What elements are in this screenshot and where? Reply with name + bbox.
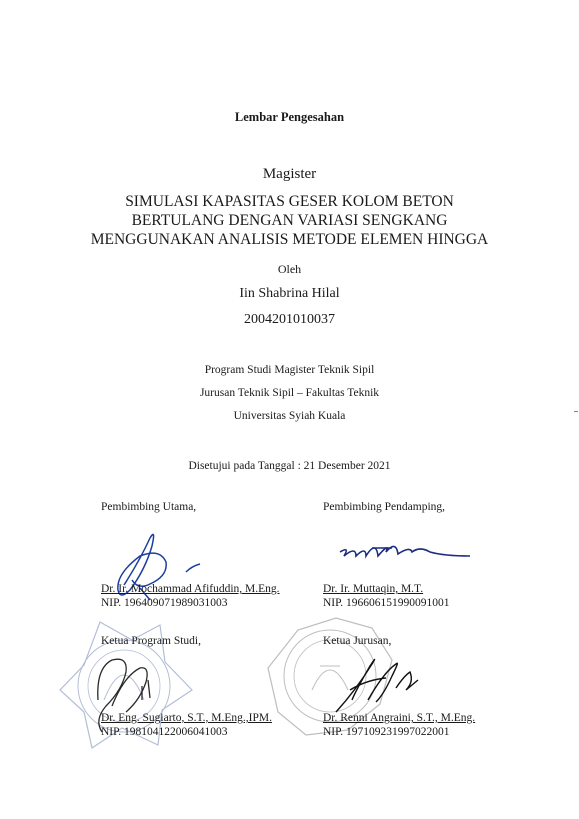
title-line-1: SIMULASI KAPASITAS GESER KOLOM BETON: [125, 193, 454, 210]
department-head-role: Ketua Jurusan,: [323, 635, 392, 647]
margin-mark: [574, 411, 578, 412]
department-head-nip: NIP. 197109231997022001: [323, 726, 450, 738]
degree-label: Magister: [262, 166, 317, 182]
co-advisor-nip: NIP. 196606151990091001: [323, 597, 450, 609]
approval-date: Disetujui pada Tanggal : 21 Desember 2021: [188, 460, 391, 472]
co-advisor-role: Pembimbing Pendamping,: [323, 501, 446, 513]
program-line-1: Program Studi Magister Teknik Sipil: [204, 364, 375, 376]
main-advisor-nip: NIP. 196409071989031003: [101, 597, 228, 609]
co-advisor-name: Dr. Ir. Muttaqin, M.T.: [323, 583, 424, 595]
signature-department-head: [336, 659, 418, 712]
student-id: 2004201010037: [244, 312, 335, 327]
main-advisor-name: Dr. Ir. Mochammad Afifuddin, M.Eng.: [101, 583, 280, 595]
program-head-nip: NIP. 198104122006041003: [101, 726, 228, 738]
program-head-name: Dr. Eng. Sugiarto, S.T., M.Eng.,IPM.: [101, 712, 273, 724]
program-head-role: Ketua Program Studi,: [101, 635, 201, 647]
department-head-name: Dr. Renni Angraini, S.T., M.Eng.: [323, 712, 476, 724]
title-line-2: BERTULANG DENGAN VARIASI SENGKANG: [131, 212, 448, 229]
signature-co-advisor: [340, 546, 470, 556]
author-name: Iin Shabrina Hilal: [239, 286, 340, 301]
program-line-2: Jurusan Teknik Sipil – Fakultas Teknik: [199, 387, 380, 399]
title-line-3: MENGGUNAKAN ANALISIS METODE ELEMEN HINGGA: [90, 231, 489, 248]
oleh-label: Oleh: [277, 262, 302, 276]
page-heading: Lembar Pengesahan: [234, 110, 345, 124]
program-line-3: Universitas Syiah Kuala: [233, 410, 346, 422]
main-advisor-role: Pembimbing Utama,: [101, 501, 197, 513]
